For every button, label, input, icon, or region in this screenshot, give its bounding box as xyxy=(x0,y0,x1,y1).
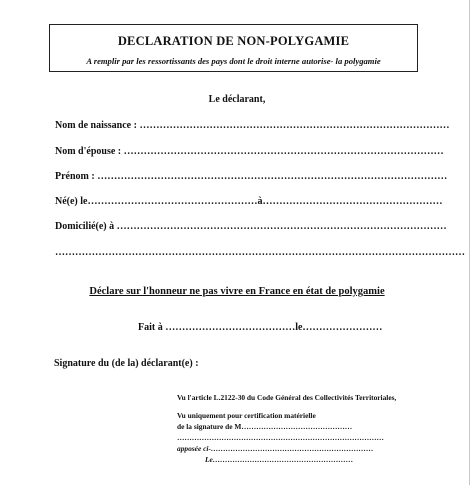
cert-date-line: Le………………………………………………… xyxy=(205,455,354,464)
field-nom-naissance: Nom de naissance : ………………………………………………………………………………… xyxy=(55,120,450,131)
declarant-heading: Le déclarant, xyxy=(208,94,266,105)
field-ne-le: Né(e) le……………………………………………à……………………………………………… xyxy=(55,196,443,207)
field-prenom: Prénom : …………………………………………………………………………………………… xyxy=(55,171,448,182)
field-domicile: Domicilié(e) à ……………………………………………………………………………………… xyxy=(55,221,447,232)
field-domicile-continued: …………………………………………………………………………………………………………… xyxy=(55,247,465,258)
cert-signature-of: de la signature de M……………………………………… xyxy=(177,422,353,431)
place-date-line: Fait à …………………………………le…………………… xyxy=(138,322,383,333)
honour-declaration: Déclare sur l'honneur ne pas vivre en France en état de polygamie xyxy=(89,286,385,297)
field-nom-epouse: Nom d'épouse : …………………………………………………………………………………… xyxy=(55,146,444,157)
signature-label: Signature du (de la) déclarant(e) : xyxy=(54,358,199,369)
document-title: DECLARATION DE NON-POLYGAMIE xyxy=(117,34,350,48)
cert-apposed: apposée ci-………………………………………………………… xyxy=(177,444,374,453)
document-subtitle: A remplir par les ressortissants des pays dont le droit interne autorise- la polygamie xyxy=(86,56,381,66)
cert-legal-reference: Vu l'article L.2122-30 du Code Général des Collectivités Territoriales, xyxy=(177,393,397,402)
cert-blank-line: ………………………………………………………………………… xyxy=(177,433,384,442)
title-box xyxy=(49,24,418,72)
cert-purpose: Vu uniquement pour certification matérielle xyxy=(177,411,316,420)
